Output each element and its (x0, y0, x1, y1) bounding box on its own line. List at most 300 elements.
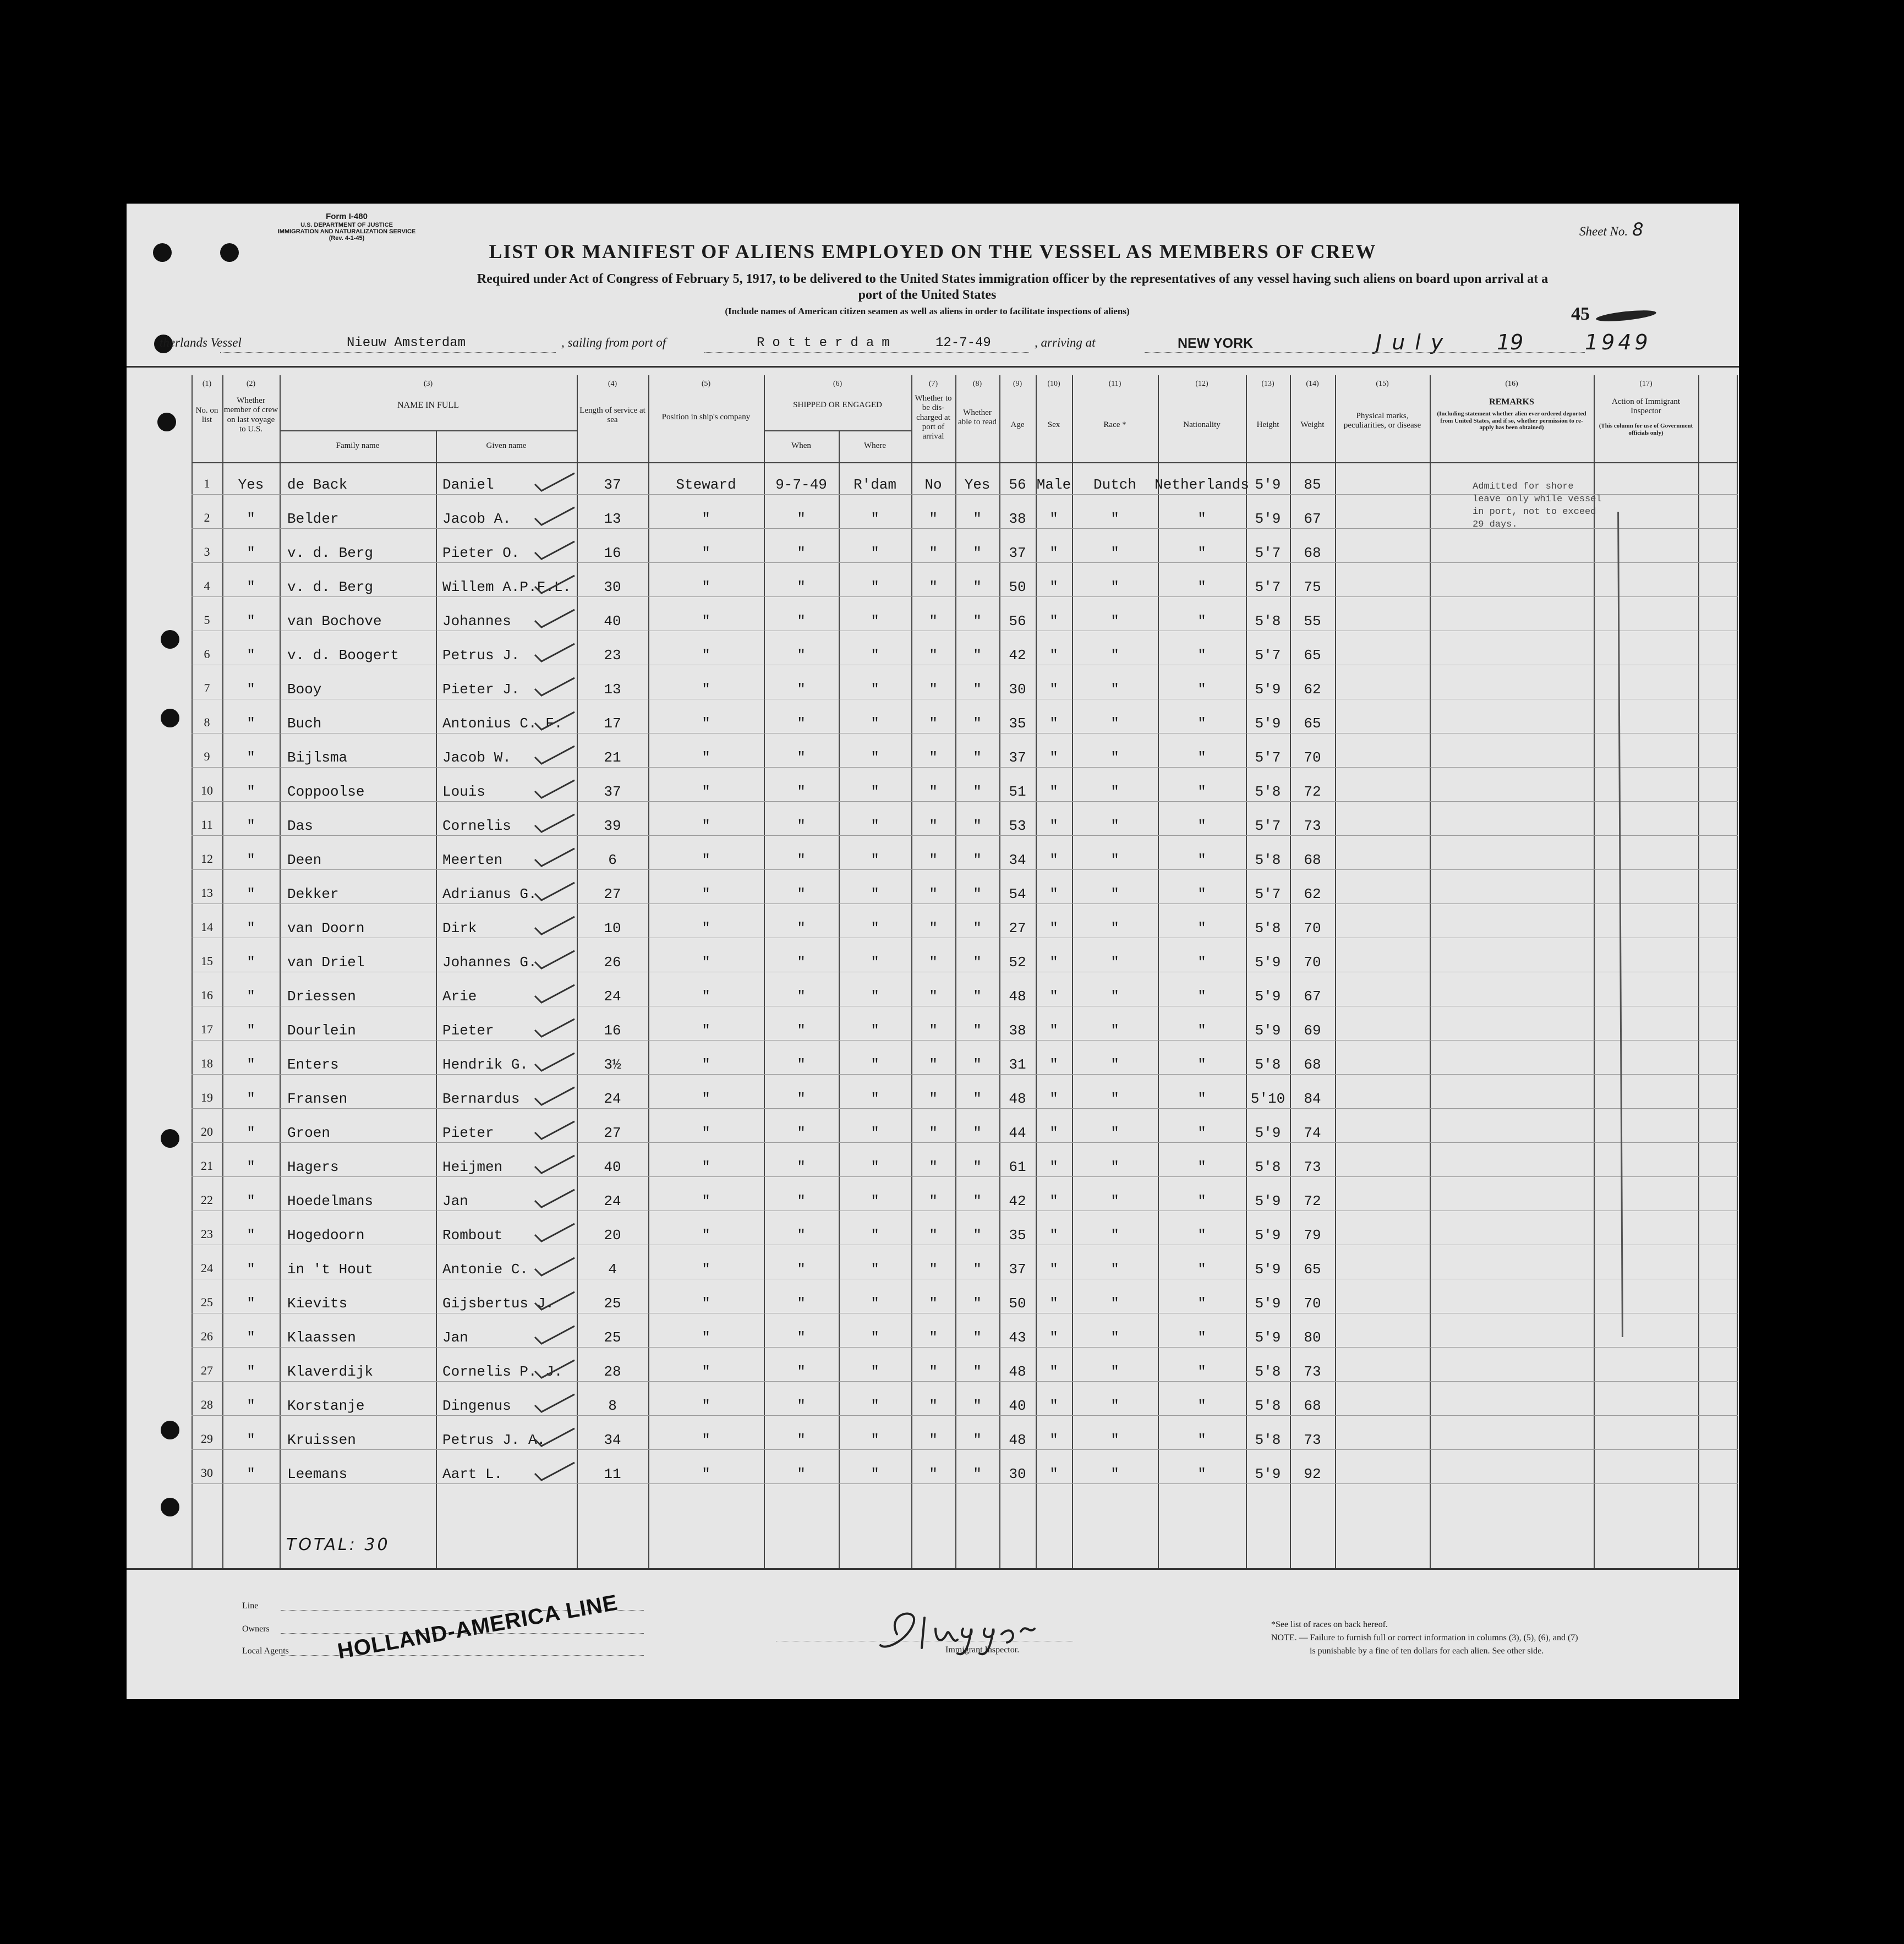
cell-weight: 65 (1304, 647, 1321, 664)
col14-number: (14) (1306, 380, 1319, 388)
department: U.S. DEPARTMENT OF JUSTICE (300, 221, 393, 228)
cell-height: 5'9 (1255, 954, 1281, 971)
check-mark (533, 880, 577, 902)
cell-discharged: " (929, 1261, 938, 1278)
cell-when: " (797, 1056, 806, 1073)
cell-weight: 74 (1304, 1125, 1321, 1141)
cell-age: 61 (1009, 1159, 1026, 1175)
cell-given: Cornelis (442, 818, 511, 834)
cell-age: 42 (1009, 1193, 1026, 1209)
cell-when: " (797, 545, 806, 561)
cell-height: 5'8 (1255, 1159, 1281, 1175)
col8-number: (8) (972, 380, 982, 388)
subtitle-line1: Required under Act of Congress of February 5, 1917, to be delivered to the United States immigration officer by the representatives of any vessel having such aliens on board upon arrival at a (477, 272, 1549, 286)
cell-service: 24 (604, 1193, 621, 1209)
form-identifier (248, 212, 446, 242)
cell-prev: " (247, 647, 255, 664)
cell-read: " (973, 1091, 982, 1107)
cell-discharged: " (929, 1125, 938, 1141)
sailing-date: 12-7-49 (935, 336, 991, 351)
cell-service: 17 (604, 715, 621, 732)
cell-nationality: " (1197, 988, 1206, 1005)
cell-nationality: " (1197, 1193, 1206, 1209)
cell-nationality: " (1197, 1125, 1206, 1141)
cell-age: 48 (1009, 1091, 1026, 1107)
cell-nationality: " (1197, 852, 1206, 868)
check-mark (533, 1426, 577, 1448)
cell-race: " (1110, 579, 1119, 595)
col3-given-header: Given name (486, 441, 527, 450)
cell-where: " (871, 1329, 879, 1346)
cell-discharged: " (929, 988, 938, 1005)
cell-race: " (1110, 784, 1119, 800)
cell-race: " (1110, 1091, 1119, 1107)
cell-race: " (1110, 715, 1119, 732)
cell-when: " (797, 886, 806, 902)
cell-service: 21 (604, 749, 621, 766)
footer-rule (127, 1568, 1739, 1570)
cell-service: 39 (604, 818, 621, 834)
cell-discharged: " (929, 852, 938, 868)
cell-read: " (973, 988, 982, 1005)
cell-prev: " (247, 613, 255, 629)
check-mark (533, 607, 577, 629)
cell-discharged: " (929, 1398, 938, 1414)
cell-discharged: " (929, 1022, 938, 1039)
cell-height: 5'9 (1255, 1466, 1281, 1482)
cell-when: " (797, 1295, 806, 1312)
cell-family: Groen (287, 1125, 331, 1141)
arrival-month: July (1376, 330, 1453, 354)
cell-when: " (797, 1363, 806, 1380)
cell-nationality: Netherlands (1155, 477, 1249, 493)
col3-number: (3) (423, 380, 433, 388)
cell-position: " (702, 1363, 710, 1380)
cell-position: " (702, 1398, 710, 1414)
cell-where: " (871, 818, 879, 834)
cell-when: 9-7-49 (775, 477, 827, 493)
cell-sex: " (1049, 545, 1058, 561)
cell-given: Jacob A. (442, 511, 511, 527)
cell-n: 28 (201, 1398, 213, 1411)
col1-number: (1) (202, 380, 212, 388)
cell-service: 3½ (604, 1056, 621, 1073)
cell-weight: 68 (1304, 1398, 1321, 1414)
cell-race: " (1110, 1398, 1119, 1414)
col3-header: NAME IN FULL (397, 401, 459, 410)
col15-number: (15) (1376, 380, 1389, 388)
cell-sex: " (1049, 818, 1058, 834)
cell-race: " (1110, 511, 1119, 527)
cell-prev: " (247, 920, 255, 937)
cell-where: " (871, 886, 879, 902)
cell-age: 53 (1009, 818, 1026, 834)
check-mark (533, 1017, 577, 1039)
cell-weight: 62 (1304, 886, 1321, 902)
row-rule (192, 1415, 1738, 1416)
cell-race: " (1110, 1125, 1119, 1141)
cell-prev: " (247, 1022, 255, 1039)
cell-race: " (1110, 749, 1119, 766)
check-mark (533, 676, 577, 698)
cell-family: Fransen (287, 1091, 348, 1107)
cell-read: " (973, 579, 982, 595)
cell-sex: " (1049, 1398, 1058, 1414)
fine-note (1271, 1632, 1578, 1644)
cell-service: 34 (604, 1432, 621, 1448)
cell-where: " (871, 1227, 879, 1244)
cell-race: Dutch (1093, 477, 1136, 493)
cell-when: " (797, 715, 806, 732)
row-rule (192, 1108, 1738, 1109)
sailing-label: , sailing from port of (561, 336, 666, 349)
sailing-port: Rotterdam (757, 336, 898, 351)
cell-read: " (973, 1261, 982, 1278)
cell-given: Jacob W. (442, 749, 511, 766)
cell-prev: " (247, 852, 255, 868)
cell-weight: 85 (1304, 477, 1321, 493)
cell-nationality: " (1197, 818, 1206, 834)
row-rule (192, 1483, 1738, 1484)
cell-read: " (973, 852, 982, 868)
cell-n: 29 (201, 1432, 213, 1445)
cell-height: 5'8 (1255, 613, 1281, 629)
cell-family: Belder (287, 511, 339, 527)
cell-position: " (702, 818, 710, 834)
cell-weight: 73 (1304, 818, 1321, 834)
header-rule (127, 366, 1739, 368)
cell-where: " (871, 1261, 879, 1278)
cell-weight: 70 (1304, 1295, 1321, 1312)
cell-when: " (797, 613, 806, 629)
cell-height: 5'9 (1255, 1022, 1281, 1039)
cell-age: 50 (1009, 579, 1026, 595)
cell-where: " (871, 954, 879, 971)
cell-when: " (797, 511, 806, 527)
cell-nationality: " (1197, 511, 1206, 527)
cell-where: " (871, 1193, 879, 1209)
cell-sex: " (1049, 1022, 1058, 1039)
cell-weight: 67 (1304, 511, 1321, 527)
cell-position: " (702, 647, 710, 664)
cell-where: " (871, 1056, 879, 1073)
cell-discharged: " (929, 715, 938, 732)
row-rule (192, 903, 1738, 904)
col17-number: (17) (1639, 380, 1653, 388)
fine-note-line2: is punishable by a fine of ten dollars for each alien. See other side. (1310, 1646, 1544, 1656)
cell-n: 3 (204, 545, 210, 558)
cell-race: " (1110, 1261, 1119, 1278)
cell-where: " (871, 852, 879, 868)
cell-n: 8 (204, 715, 210, 729)
check-mark (533, 914, 577, 937)
cell-discharged: " (929, 920, 938, 937)
cell-n: 7 (204, 681, 210, 695)
cell-age: 56 (1009, 613, 1026, 629)
revision: (Rev. 4-1-45) (329, 234, 365, 242)
row-rule (192, 562, 1738, 563)
cell-service: 26 (604, 954, 621, 971)
cell-family: Bijlsma (287, 749, 348, 766)
col7-header: Whether to be dis-charged at port of arrival (915, 394, 952, 441)
cell-n: 9 (204, 749, 210, 763)
cell-given: Pieter (442, 1125, 494, 1141)
cell-nationality: " (1197, 1295, 1206, 1312)
cell-discharged: " (929, 784, 938, 800)
cell-given: Antonius C. F. (442, 715, 563, 732)
cell-family: Dekker (287, 886, 339, 902)
cell-nationality: " (1197, 920, 1206, 937)
cell-service: 10 (604, 920, 621, 937)
cell-nationality: " (1197, 1159, 1206, 1175)
cell-n: 23 (201, 1227, 213, 1241)
cell-family: Buch (287, 715, 322, 732)
cell-where: " (871, 1466, 879, 1482)
cell-where: " (871, 511, 879, 527)
cell-position: " (702, 715, 710, 732)
check-mark (533, 778, 577, 800)
cell-given: Petrus J. (442, 647, 520, 664)
cell-n: 10 (201, 784, 213, 797)
cell-height: 5'10 (1250, 1091, 1285, 1107)
cell-given: Aart L. (442, 1466, 503, 1482)
cell-position: " (702, 613, 710, 629)
cell-service: 16 (604, 545, 621, 561)
cell-read: " (973, 1193, 982, 1209)
cell-age: 27 (1009, 920, 1026, 937)
cell-read: " (973, 545, 982, 561)
cell-race: " (1110, 613, 1119, 629)
check-mark (533, 949, 577, 971)
cell-race: " (1110, 988, 1119, 1005)
cell-height: 5'7 (1255, 886, 1281, 902)
cell-nationality: " (1197, 1056, 1206, 1073)
cell-family: Coppoolse (287, 784, 365, 800)
cell-given: Bernardus (442, 1091, 520, 1107)
cell-family: van Doorn (287, 920, 365, 937)
col11-number: (11) (1108, 380, 1121, 388)
cell-when: " (797, 1432, 806, 1448)
cell-position: " (702, 511, 710, 527)
col11-header: Race * (1103, 420, 1126, 429)
check-mark (533, 1051, 577, 1073)
cell-when: " (797, 920, 806, 937)
cell-service: 4 (608, 1261, 617, 1278)
col7-number: (7) (928, 380, 938, 388)
cell-family: van Bochove (287, 613, 382, 629)
sheet-label: Sheet No. (1579, 224, 1628, 238)
cell-race: " (1110, 681, 1119, 698)
cell-prev: " (247, 886, 255, 902)
cell-sex: " (1049, 1227, 1058, 1244)
cell-discharged: " (929, 1159, 938, 1175)
cell-age: 48 (1009, 988, 1026, 1005)
cell-height: 5'8 (1255, 852, 1281, 868)
cell-prev: " (247, 1466, 255, 1482)
cell-where: " (871, 988, 879, 1005)
cell-when: " (797, 1091, 806, 1107)
cell-prev: " (247, 579, 255, 595)
cell-age: 37 (1009, 749, 1026, 766)
cell-height: 5'9 (1255, 1329, 1281, 1346)
check-mark (533, 1119, 577, 1141)
crew-table (192, 375, 1738, 1569)
cell-age: 30 (1009, 1466, 1026, 1482)
col5-number: (5) (701, 380, 711, 388)
cell-height: 5'9 (1255, 988, 1281, 1005)
owners-label: Owners (242, 1624, 270, 1634)
cell-given: Antonie C. (442, 1261, 529, 1278)
cell-service: 20 (604, 1227, 621, 1244)
cell-race: " (1110, 1363, 1119, 1380)
cell-weight: 70 (1304, 920, 1321, 937)
check-mark (533, 1324, 577, 1346)
cell-discharged: No (924, 477, 942, 493)
cell-sex: " (1049, 1295, 1058, 1312)
cell-position: " (702, 988, 710, 1005)
cell-where: " (871, 613, 879, 629)
form-number: Form I-480 (326, 212, 368, 221)
cell-given: Cornelis P. J. (442, 1363, 563, 1380)
cell-discharged: " (929, 1227, 938, 1244)
cell-service: 27 (604, 886, 621, 902)
cell-when: " (797, 1398, 806, 1414)
col9-header: Age (1010, 420, 1025, 429)
cell-discharged: " (929, 681, 938, 698)
cell-age: 43 (1009, 1329, 1026, 1346)
check-mark (533, 1358, 577, 1380)
cell-weight: 62 (1304, 681, 1321, 698)
cell-where: " (871, 920, 879, 937)
cell-given: Arie (442, 988, 477, 1005)
cell-service: 28 (604, 1363, 621, 1380)
cell-where: R'dam (853, 477, 896, 493)
cell-service: 11 (604, 1466, 621, 1482)
cell-prev: " (247, 784, 255, 800)
arrival-port: NEW YORK (1178, 336, 1254, 351)
cell-family: Driessen (287, 988, 356, 1005)
cell-age: 37 (1009, 1261, 1026, 1278)
cell-family: Hogedoorn (287, 1227, 365, 1244)
cell-age: 40 (1009, 1398, 1026, 1414)
cell-sex: " (1049, 852, 1058, 868)
cell-service: 24 (604, 988, 621, 1005)
col4-header: Length of service at sea (579, 406, 645, 425)
cell-height: 5'9 (1255, 1295, 1281, 1312)
cell-discharged: " (929, 954, 938, 971)
cell-position: " (702, 545, 710, 561)
cell-nationality: " (1197, 647, 1206, 664)
cell-n: 13 (201, 886, 213, 900)
cell-sex: " (1049, 1363, 1058, 1380)
cell-height: 5'7 (1255, 749, 1281, 766)
check-mark (533, 812, 577, 834)
cell-position: " (702, 1159, 710, 1175)
cell-height: 5'8 (1255, 1363, 1281, 1380)
check-mark (533, 642, 577, 664)
cell-discharged: " (929, 1432, 938, 1448)
row-rule (192, 1449, 1738, 1450)
cell-n: 18 (201, 1056, 213, 1070)
cell-sex: " (1049, 511, 1058, 527)
col5-header: Position in ship's company (661, 413, 751, 421)
cell-read: " (973, 1125, 982, 1141)
note-label: NOTE. (1271, 1633, 1297, 1642)
cell-where: " (871, 1159, 879, 1175)
cell-sex: " (1049, 954, 1058, 971)
cell-family: Deen (287, 852, 322, 868)
cell-position: " (702, 1466, 710, 1482)
col16-header: REMARKS (1489, 397, 1534, 407)
cell-when: " (797, 1466, 806, 1482)
cell-race: " (1110, 818, 1119, 834)
cell-family: v. d. Berg (287, 545, 374, 561)
cell-family: Das (287, 818, 313, 834)
cell-given: Willem A.P.F.L. (442, 579, 572, 595)
cell-service: 13 (604, 681, 621, 698)
check-mark (533, 573, 577, 595)
col2-header: Whether member of crew on last voyage to U.S. (223, 396, 278, 434)
cell-race: " (1110, 647, 1119, 664)
cell-sex: " (1049, 1193, 1058, 1209)
cell-n: 20 (201, 1125, 213, 1138)
cell-sex: " (1049, 613, 1058, 629)
col8-header: Whether able to read (958, 408, 997, 427)
page-title: LIST OR MANIFEST OF ALIENS EMPLOYED ON THE VESSEL AS MEMBERS OF CREW (489, 240, 1377, 262)
cell-nationality: " (1197, 784, 1206, 800)
cell-where: " (871, 1125, 879, 1141)
cell-given: Meerten (442, 852, 503, 868)
cell-service: 37 (604, 784, 621, 800)
cell-prev: " (247, 1398, 255, 1414)
row-rule (192, 1040, 1738, 1041)
cell-position: Steward (676, 477, 736, 493)
cell-nationality: " (1197, 1398, 1206, 1414)
cell-read: " (973, 1227, 982, 1244)
cell-read: " (973, 1329, 982, 1346)
cell-discharged: " (929, 1329, 938, 1346)
cell-weight: 67 (1304, 988, 1321, 1005)
cell-sex: " (1049, 1466, 1058, 1482)
cell-age: 44 (1009, 1125, 1026, 1141)
cell-where: " (871, 545, 879, 561)
cell-sex: Male (1036, 477, 1071, 493)
col13-number: (13) (1261, 380, 1274, 388)
cell-height: 5'7 (1255, 579, 1281, 595)
cell-given: Pieter J. (442, 681, 520, 698)
cell-sex: " (1049, 1056, 1058, 1073)
cell-prev: " (247, 1295, 255, 1312)
cell-weight: 73 (1304, 1432, 1321, 1448)
cell-nationality: " (1197, 715, 1206, 732)
cell-height: 5'7 (1255, 647, 1281, 664)
cell-race: " (1110, 1329, 1119, 1346)
cell-where: " (871, 784, 879, 800)
cell-when: " (797, 1193, 806, 1209)
cell-prev: " (247, 1159, 255, 1175)
cell-weight: 75 (1304, 579, 1321, 595)
cell-nationality: " (1197, 1091, 1206, 1107)
cell-when: " (797, 818, 806, 834)
cell-position: " (702, 1193, 710, 1209)
cell-nationality: " (1197, 886, 1206, 902)
cell-read: " (973, 1398, 982, 1414)
cell-when: " (797, 988, 806, 1005)
punch-hole (161, 630, 179, 649)
cell-read: " (973, 1022, 982, 1039)
cell-age: 50 (1009, 1295, 1026, 1312)
cell-weight: 69 (1304, 1022, 1321, 1039)
